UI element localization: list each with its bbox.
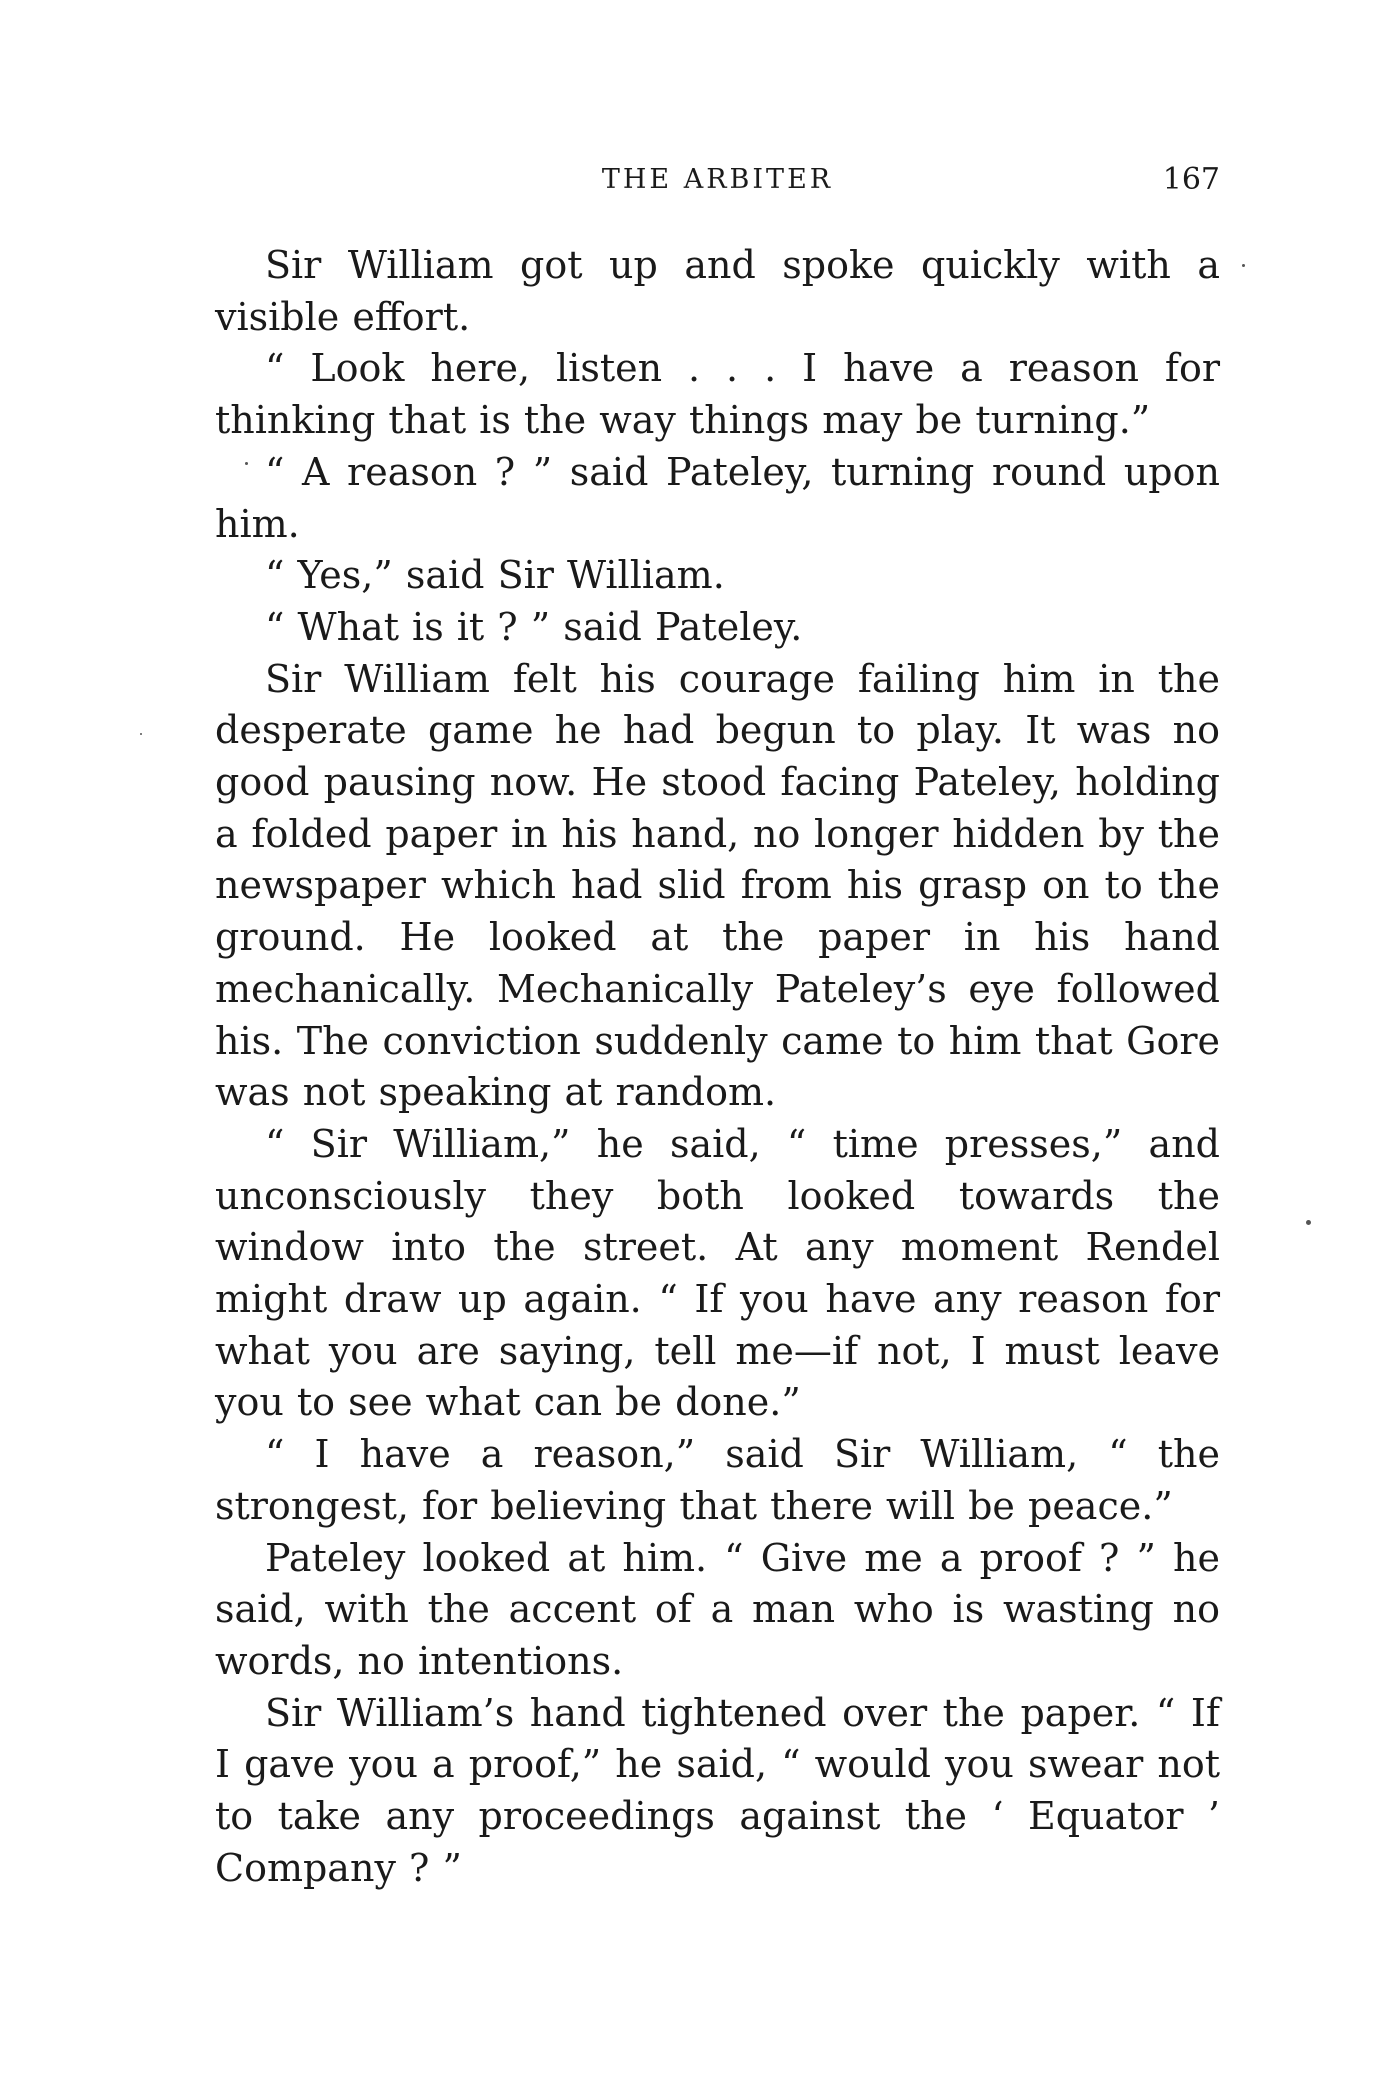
paragraph: “ A reason ? ” said Pateley, turning round upon him. [215, 449, 1220, 546]
running-title: THE ARBITER [601, 164, 834, 195]
print-speck [245, 462, 248, 465]
paragraph: Sir William’s hand tightened over the paper. “ If I gave you a proof,” he said, “ would you swear not to take any proceedings against the ‘ Equator ’ Company ? ” [215, 1690, 1220, 1890]
paragraph: “ Sir William,” he said, “ time presses,” and unconsciously they both looked towards the window into the street. At any moment Rendel might draw up again. “ If you have any reason for what you are saying, tell me—if not, I must leave you to see what can be done.” [215, 1121, 1220, 1425]
running-head [215, 155, 1220, 205]
paragraph: Pateley looked at him. “ Give me a proof ? ” he said, with the accent of a man who is wasting no words, no intentions. [215, 1535, 1220, 1683]
page-number: 167 [1162, 162, 1220, 197]
paragraph: “ Look here, listen . . . I have a reason for thinking that is the way things may be turning.” [215, 346, 1220, 443]
paragraph: Sir William felt his courage failing him in the desperate game he had begun to play. It was no good pausing now. He stood facing Pateley, holding a folded paper in his hand, no longer hidden by the newspaper which had slid from his grasp on to the ground. He looked at the paper in his hand mechanically. Mechanically Pateley’s eye followed his. The conviction suddenly came to him that Gore was not speaking at random. [215, 656, 1220, 1115]
print-speck [140, 733, 142, 735]
paragraph: “ What is it ? ” said Pateley. [265, 604, 803, 649]
paragraph: “ I have a reason,” said Sir William, “ the strongest, for believing that there will be peace.” [215, 1432, 1220, 1528]
body-text [215, 240, 1220, 1895]
paragraph: Sir William got up and spoke quickly with a visible effort. [215, 243, 1220, 339]
paragraph: “ Yes,” said Sir William. [265, 553, 725, 598]
print-speck [1306, 1220, 1311, 1225]
print-speck [1242, 264, 1245, 267]
